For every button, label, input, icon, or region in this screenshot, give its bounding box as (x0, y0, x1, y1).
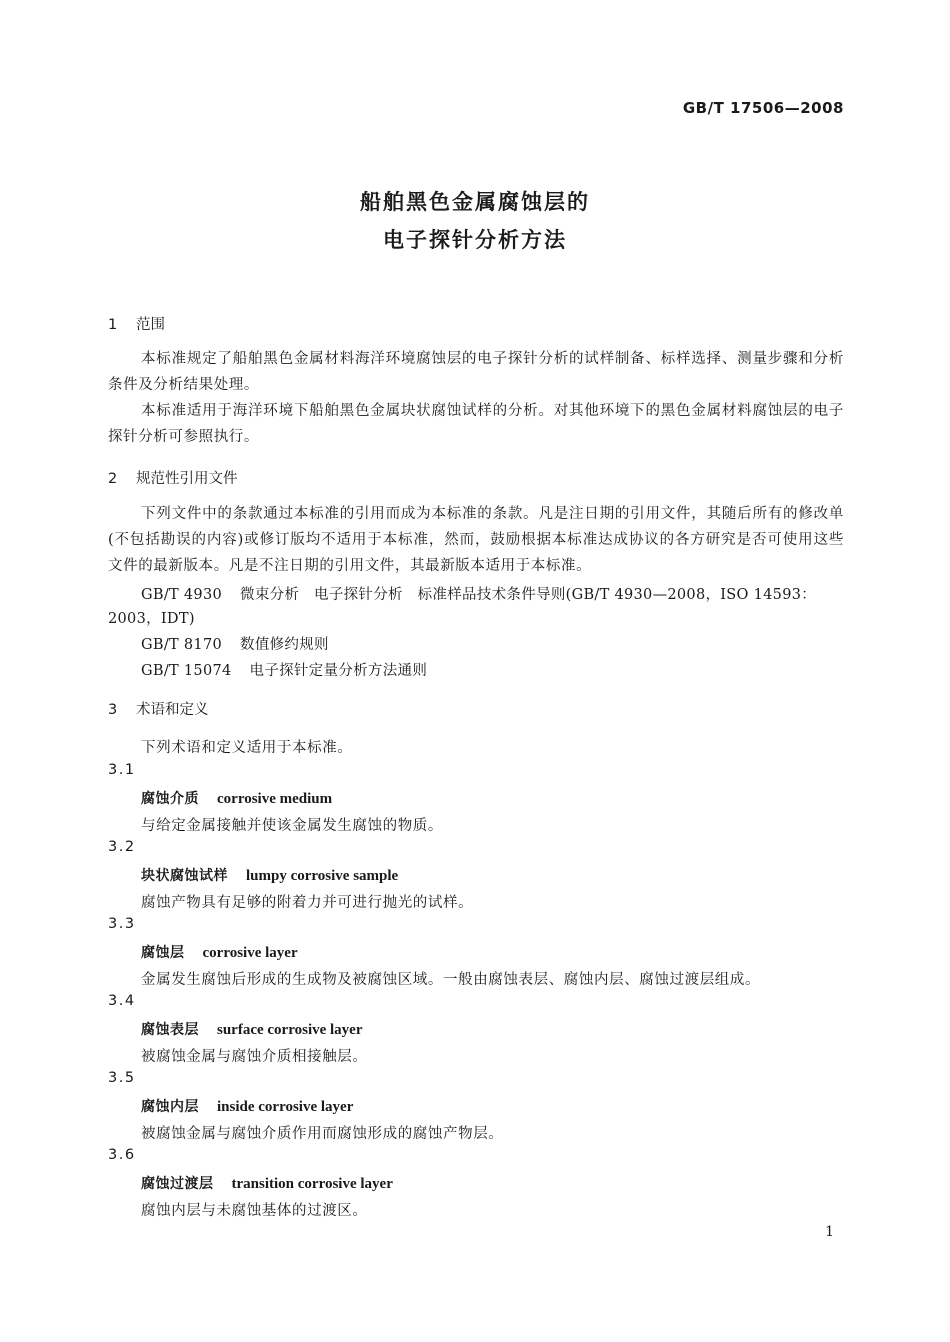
reference-code: GB/T 4930 (141, 587, 223, 603)
term-english: corrosive layer (202, 945, 298, 961)
term-title (141, 1019, 363, 1039)
section-title: 规范性引用文件 (136, 471, 238, 487)
section-heading-normative-references (108, 467, 238, 488)
term-title (141, 788, 332, 808)
page-number: 1 (825, 1224, 834, 1240)
term-number: 3.4 (108, 993, 136, 1009)
term-chinese: 块状腐蚀试样 (141, 868, 228, 884)
reference-item (141, 583, 816, 604)
standard-code: GB/T 17506—2008 (682, 99, 844, 117)
section-number: 2 (108, 471, 118, 487)
term-title (141, 1096, 353, 1116)
term-chinese: 腐蚀过渡层 (141, 1176, 214, 1192)
document-title-line-2: 电子探针分析方法 (383, 228, 567, 252)
reference-title: 数值修约规则 (240, 637, 329, 653)
reference-title: 电子探针定量分析方法通则 (249, 663, 428, 679)
scope-paragraph-1: 本标准规定了船舶黑色金属材料海洋环境腐蚀层的电子探针分析的试样制备、标样选择、测量步骤和分析条件及分析结果处理。 (108, 351, 844, 393)
reference-item (141, 633, 329, 654)
term-chinese: 腐蚀表层 (141, 1022, 199, 1038)
reference-item-continuation: 2003，IDT) (108, 611, 195, 627)
document-title-line-1: 船舶黑色金属腐蚀层的 (360, 190, 590, 214)
term-number: 3.1 (108, 762, 136, 778)
term-title (141, 942, 298, 962)
term-chinese: 腐蚀介质 (141, 791, 199, 807)
term-number: 3.2 (108, 839, 136, 855)
term-title (141, 1173, 393, 1193)
reference-code: GB/T 8170 (141, 637, 223, 653)
reference-title: 微束分析 电子探针分析 标准样品技术条件导则(GB/T 4930—2008，ISO 14593： (240, 587, 817, 603)
term-number: 3.5 (108, 1070, 136, 1086)
term-title (141, 865, 398, 885)
term-english: inside corrosive layer (217, 1099, 354, 1115)
section-number: 1 (108, 317, 118, 333)
term-chinese: 腐蚀层 (141, 945, 185, 961)
term-definition: 与给定金属接触并使该金属发生腐蚀的物质。 (141, 818, 443, 834)
section-heading-scope (108, 313, 165, 334)
term-english: lumpy corrosive sample (246, 868, 399, 884)
term-number: 3.6 (108, 1147, 136, 1163)
term-number: 3.3 (108, 916, 136, 932)
section-number: 3 (108, 702, 118, 718)
term-definition: 金属发生腐蚀后形成的生成物及被腐蚀区域。一般由腐蚀表层、腐蚀内层、腐蚀过渡层组成。 (141, 972, 761, 988)
scope-paragraph-2: 本标准适用于海洋环境下船舶黑色金属块状腐蚀试样的分析。对其他环境下的黑色金属材料腐蚀层的电子探针分析可参照执行。 (108, 403, 844, 445)
term-chinese: 腐蚀内层 (141, 1099, 199, 1115)
references-paragraph: 下列文件中的条款通过本标准的引用而成为本标准的条款。凡是注日期的引用文件，其随后所有的修改单(不包括勘误的内容)或修订版均不适用于本标准，然而，鼓励根据本标准达成协议的各方研究是否可使用这些文件的最新版本。凡是不注日期的引用文件，其最新版本适用于本标准。 (108, 506, 844, 574)
term-definition: 被腐蚀金属与腐蚀介质相接触层。 (141, 1049, 368, 1065)
terms-intro: 下列术语和定义适用于本标准。 (141, 740, 353, 756)
term-definition: 腐蚀内层与未腐蚀基体的过渡区。 (141, 1203, 368, 1219)
section-title: 术语和定义 (136, 702, 209, 718)
term-english: corrosive medium (217, 791, 333, 807)
section-title: 范围 (136, 317, 165, 333)
section-heading-terms-and-definitions (108, 698, 209, 719)
term-english: surface corrosive layer (217, 1022, 363, 1038)
term-english: transition corrosive layer (231, 1176, 393, 1192)
reference-code: GB/T 15074 (141, 663, 232, 679)
term-definition: 被腐蚀金属与腐蚀介质作用而腐蚀形成的腐蚀产物层。 (141, 1126, 504, 1142)
reference-item (141, 659, 427, 680)
term-definition: 腐蚀产物具有足够的附着力并可进行抛光的试样。 (141, 895, 474, 911)
